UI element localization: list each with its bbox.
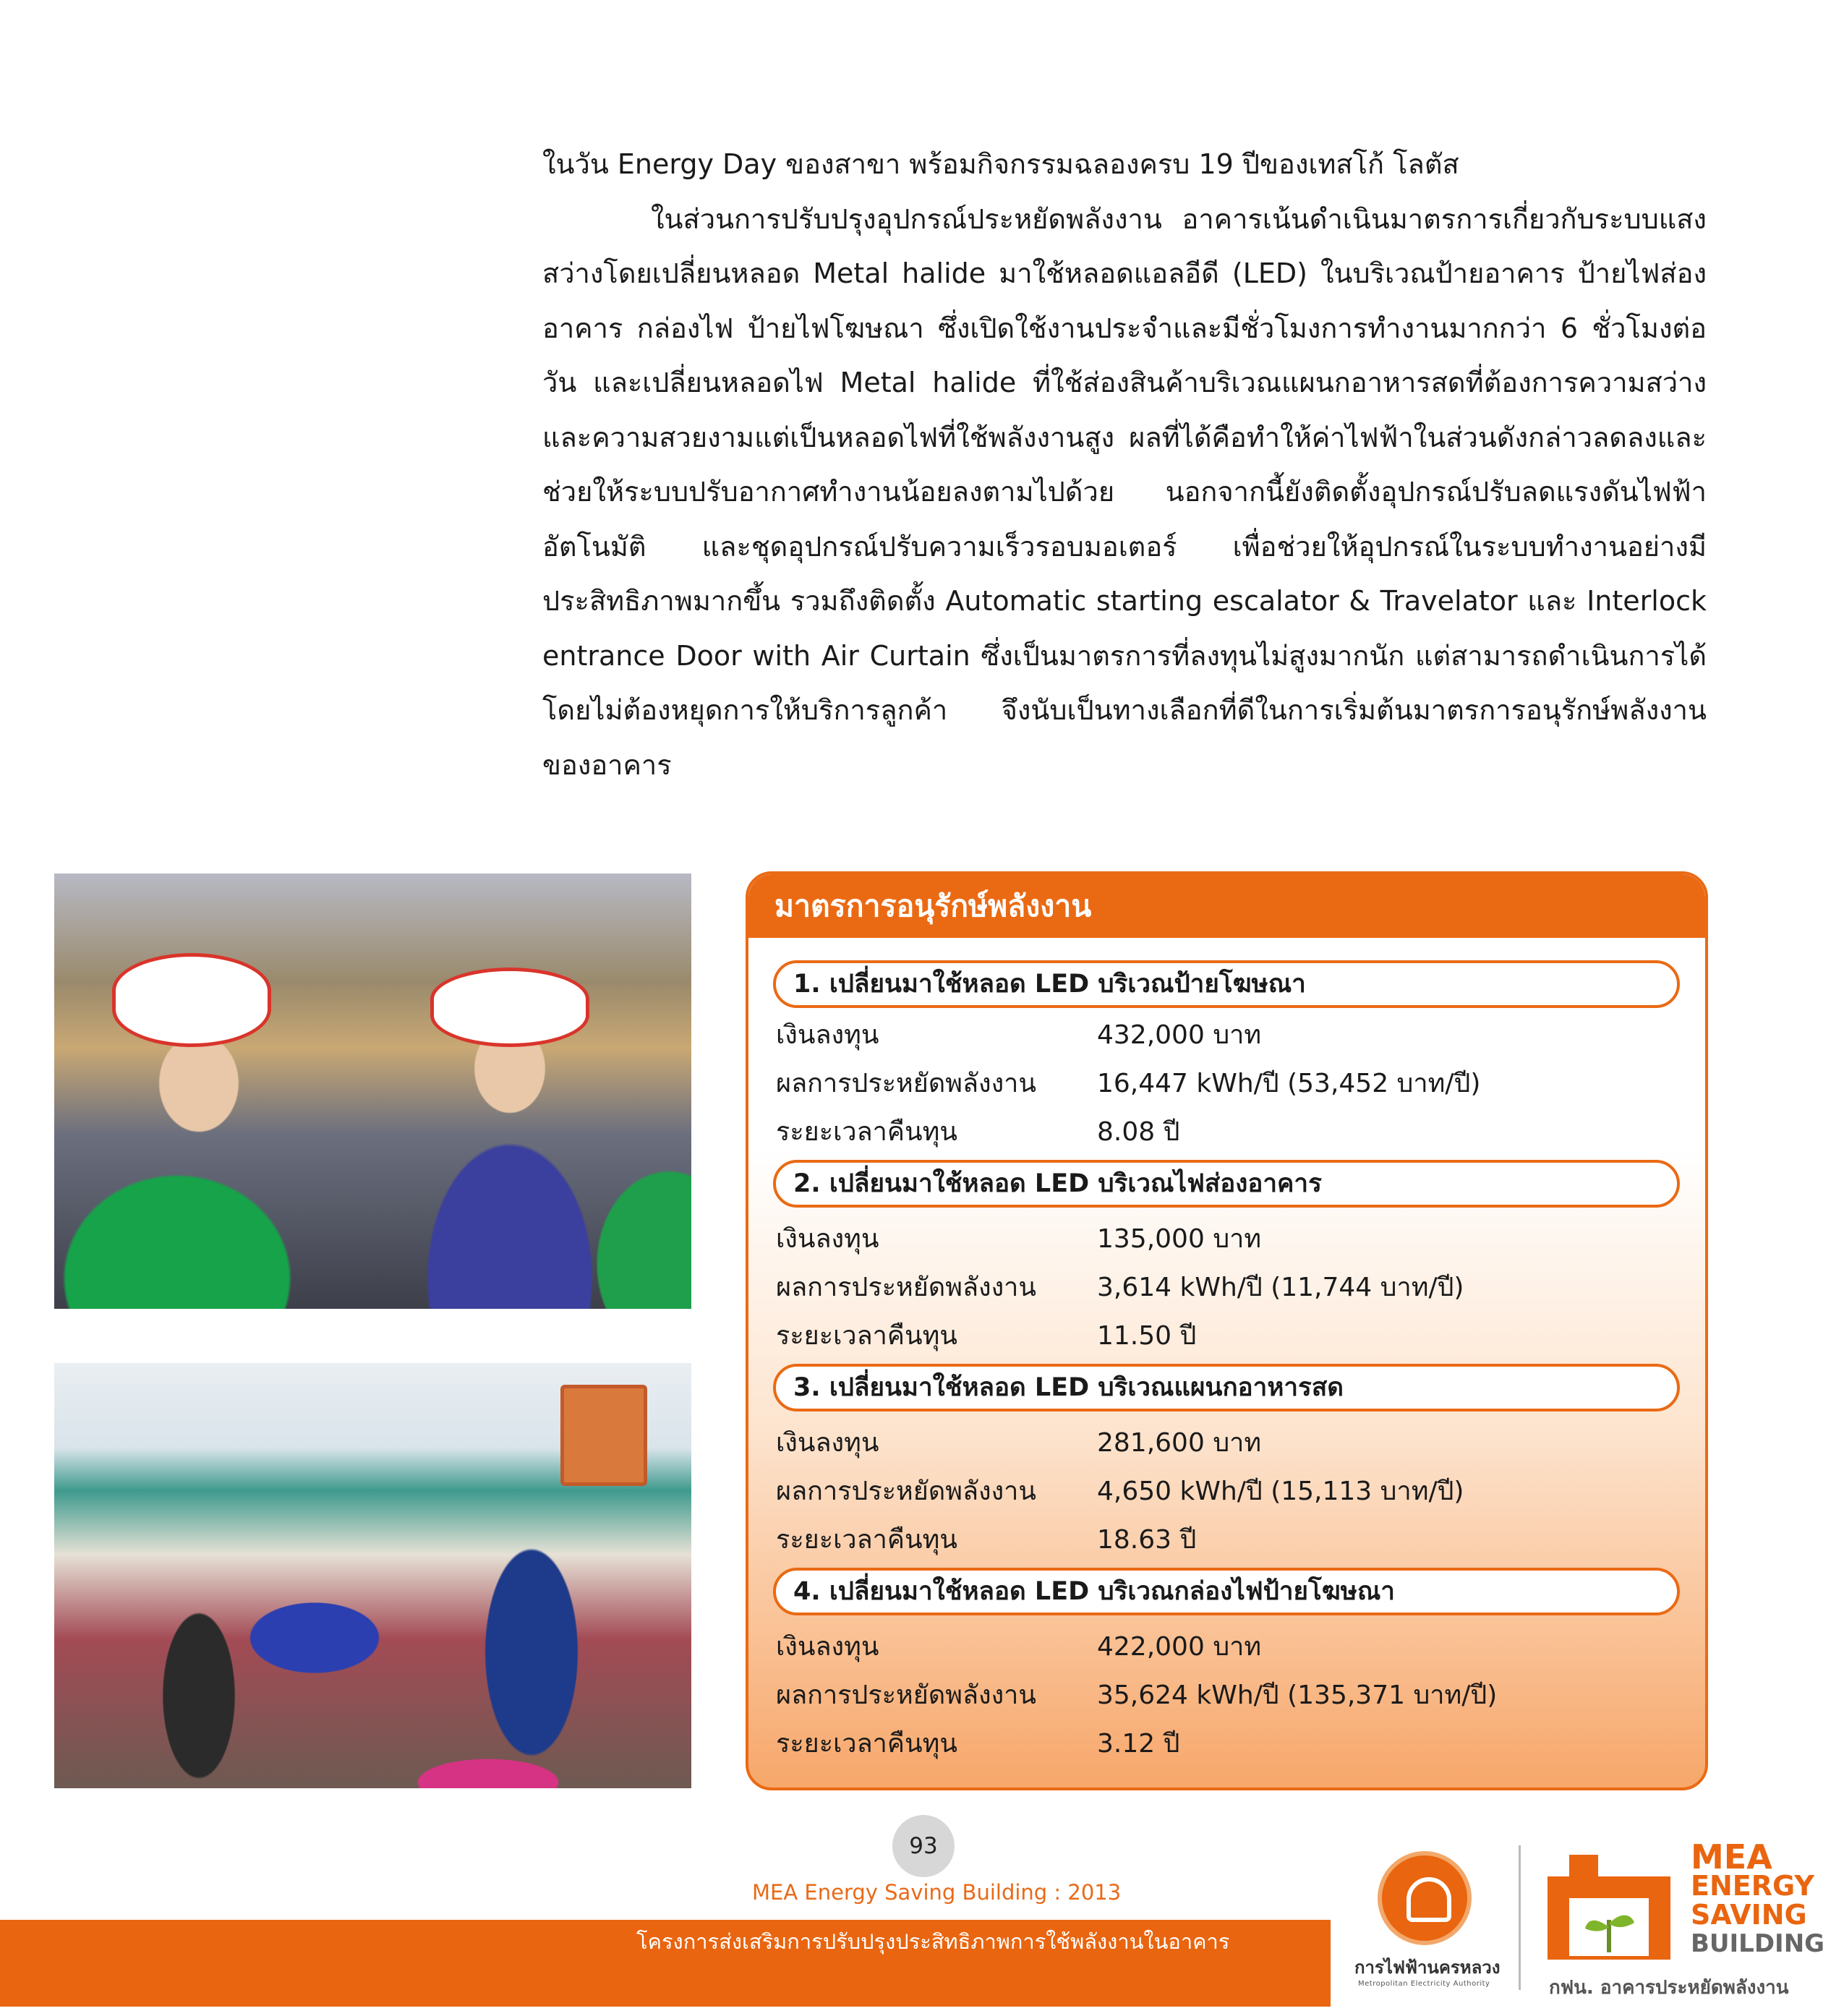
energy-saving-house-icon bbox=[1540, 1848, 1678, 1963]
measure-4-title: 4. เปลี่ยนมาใช้หลอด LED บริเวณกล่องไฟป้ายโฆษณา bbox=[773, 1568, 1680, 1615]
mea-emblem-icon bbox=[1378, 1851, 1472, 1945]
measure-1-title: 1. เปลี่ยนมาใช้หลอด LED บริเวณป้ายโฆษณา bbox=[773, 960, 1680, 1008]
investment-label: เงินลงทุน bbox=[776, 1020, 879, 1050]
investment-value: 135,000 บาท bbox=[1097, 1224, 1262, 1254]
body-text bbox=[542, 137, 1707, 793]
investment-label: เงินลงทุน bbox=[776, 1632, 879, 1662]
esb-line-4: BUILDING bbox=[1691, 1929, 1825, 1958]
photo-energy-day-event bbox=[54, 1363, 691, 1788]
footer-project-text: โครงการส่งเสริมการปรับปรุงประสิทธิภาพการใช้พลังงานในอาคาร bbox=[636, 1929, 1230, 1954]
esb-wordmark bbox=[1691, 1837, 1825, 1958]
payback-value: 11.50 ปี bbox=[1097, 1321, 1197, 1351]
savings-label: ผลการประหยัดพลังงาน bbox=[776, 1680, 1036, 1710]
payback-label: ระยะเวลาคืนทุน bbox=[776, 1525, 957, 1555]
savings-label: ผลการประหยัดพลังงาน bbox=[776, 1273, 1036, 1302]
savings-value: 3,614 kWh/ปี (11,744 บาท/ปี) bbox=[1097, 1273, 1464, 1302]
esb-line-1: MEA bbox=[1691, 1837, 1772, 1876]
body-paragraph-2: ในส่วนการปรับปรุงอุปกรณ์ประหยัดพลังงาน อาคารเน้นดำเนินมาตรการเกี่ยวกับระบบแสงสว่างโดยเปลี่ยนหลอด Metal halide มาใช้หลอดแอลอีดี (LED) ในบริเวณป้ายอาคาร ป้ายไฟส่องอาคาร กล่องไฟ ป้ายไฟโฆษณา ซึ่งเปิดใช้งานประจำและมีชั่วโมงการทำงานมากกว่า 6 ชั่วโมงต่อวัน และเปลี่ยนหลอดไฟ Metal halide ที่ใช้ส่องสินค้าบริเวณแผนกอาหารสดที่ต้องการความสว่างและความสวยงามแต่เป็นหลอดไฟที่ใช้พลังงานสูง ผลที่ได้คือทำให้ค่าไฟฟ้าในส่วนดังกล่าวลดลงและช่วยให้ระบบปรับอากาศทำงานน้อยลงตามไปด้วย นอกจากนี้ยังติดตั้งอุปกรณ์ปรับลดแรงดันไฟฟ้าอัตโนมัติ และชุดอุปกรณ์ปรับความเร็วรอบมอเตอร์ เพื่อช่วยให้อุปกรณ์ในระบบทำงานอย่างมีประสิทธิภาพมากขึ้น รวมถึงติดตั้ง Automatic starting escalator & Travelator และ Interlock entrance Door with Air Curtain ซึ่งเป็นมาตรการที่ลงทุนไม่สูงมากนัก แต่สามารถดำเนินการได้โดยไม่ต้องหยุดการให้บริการลูกค้า จึงนับเป็นทางเลือกที่ดีในการเริ่มต้นมาตรการอนุรักษ์พลังงานของอาคาร bbox=[542, 202, 1707, 781]
investment-label: เงินลงทุน bbox=[776, 1428, 879, 1458]
savings-value: 16,447 kWh/ปี (53,452 บาท/ปี) bbox=[1097, 1069, 1481, 1098]
investment-value: 432,000 บาท bbox=[1097, 1020, 1262, 1050]
measure-2-title: 2. เปลี่ยนมาใช้หลอด LED บริเวณไฟส่องอาคาร bbox=[773, 1160, 1680, 1208]
esb-line-2: ENERGY bbox=[1691, 1870, 1814, 1902]
panel-title: มาตรการอนุรักษ์พลังงาน bbox=[748, 874, 1705, 938]
payback-label: ระยะเวลาคืนทุน bbox=[776, 1117, 957, 1147]
measure-3-title: 3. เปลี่ยนมาใช้หลอด LED บริเวณแผนกอาหารสด bbox=[773, 1364, 1680, 1411]
savings-label: ผลการประหยัดพลังงาน bbox=[776, 1477, 1036, 1506]
photo-staff-with-hats bbox=[54, 874, 691, 1309]
store-sign bbox=[560, 1385, 647, 1486]
body-paragraph-1: ในวัน Energy Day ของสาขา พร้อมกิจกรรมฉลองครบ 19 ปีของเทสโก้ โลตัส bbox=[542, 148, 1459, 180]
payback-label: ระยะเวลาคืนทุน bbox=[776, 1321, 957, 1351]
investment-value: 422,000 บาท bbox=[1097, 1632, 1262, 1662]
investment-value: 281,600 บาท bbox=[1097, 1428, 1262, 1458]
mea-name-english: Metropolitan Electricity Authority bbox=[1358, 1980, 1490, 1988]
savings-label: ผลการประหยัดพลังงาน bbox=[776, 1069, 1036, 1098]
footer-caption: MEA Energy Saving Building : 2013 bbox=[752, 1880, 1122, 1905]
mea-name-thai: การไฟฟ้านครหลวง bbox=[1354, 1957, 1501, 1978]
payback-value: 18.63 ปี bbox=[1097, 1525, 1197, 1555]
savings-value: 35,624 kWh/ปี (135,371 บาท/ปี) bbox=[1097, 1680, 1498, 1710]
payback-label: ระยะเวลาคืนทุน bbox=[776, 1729, 957, 1759]
payback-value: 8.08 ปี bbox=[1097, 1117, 1180, 1147]
logo-divider bbox=[1519, 1845, 1521, 1990]
investment-label: เงินลงทุน bbox=[776, 1224, 879, 1254]
payback-value: 3.12 ปี bbox=[1097, 1729, 1180, 1759]
esb-line-3: SAVING bbox=[1691, 1899, 1807, 1931]
hat-sign bbox=[112, 953, 271, 1047]
esb-tagline: กฟน. อาคารประหยัดพลังงาน bbox=[1549, 1977, 1789, 1999]
page-number: 93 bbox=[892, 1815, 955, 1877]
savings-value: 4,650 kWh/ปี (15,113 บาท/ปี) bbox=[1097, 1477, 1464, 1506]
energy-measures-panel bbox=[746, 871, 1708, 1790]
hat-sign bbox=[430, 968, 589, 1047]
